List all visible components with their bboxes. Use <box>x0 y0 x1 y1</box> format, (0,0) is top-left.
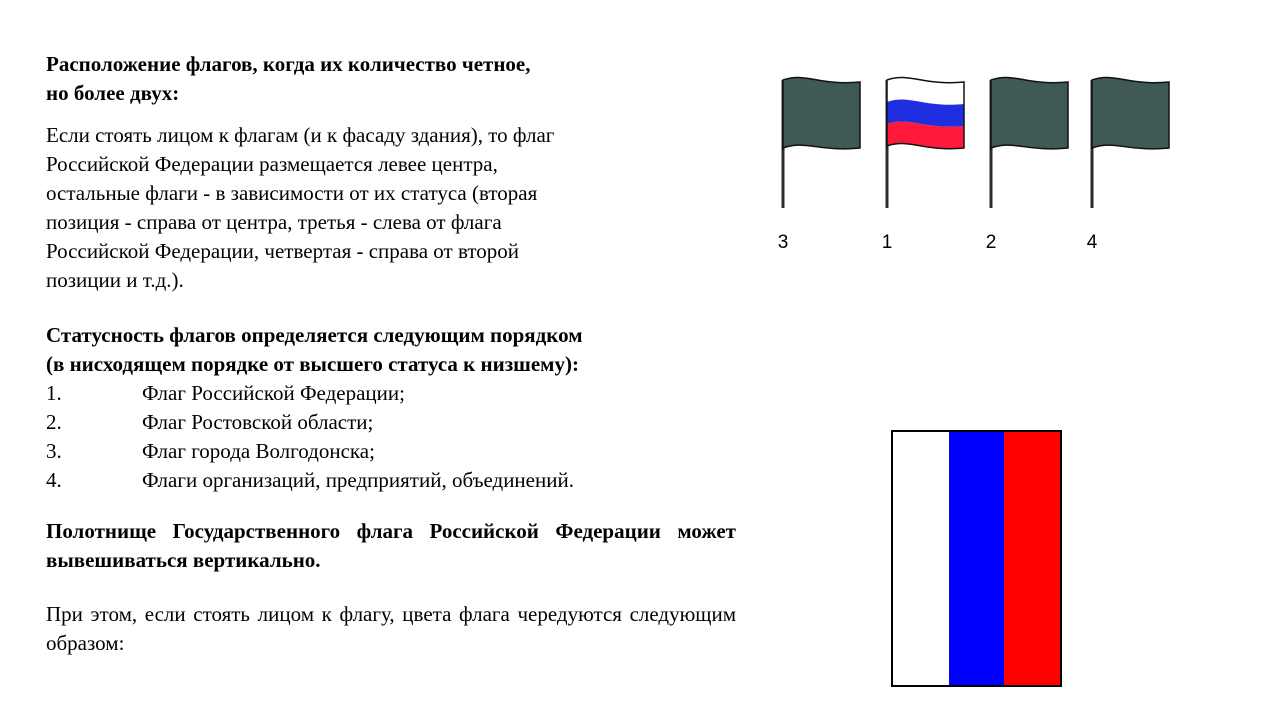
list-item-number: 4. <box>46 468 62 492</box>
heading-flag-status-line-2: (в нисходящем порядке от высшего статуса к низшему): <box>46 352 579 376</box>
position-label: 4 <box>1086 232 1098 253</box>
paragraph-line: позиция - справа от центра, третья - слева от флага <box>46 210 502 234</box>
flag-position-4 <box>1087 77 1169 253</box>
paragraph-line: Российской Федерации, четвертая - справа от второй <box>46 239 519 263</box>
vertical-russian-flag <box>891 430 1062 687</box>
heading-vertical-flag: Полотнище Государственного флага Российской Федерации может вывешиваться вертикально. <box>46 519 736 572</box>
position-label: 3 <box>777 232 789 253</box>
stripe-white <box>893 432 949 685</box>
position-label: 2 <box>985 232 997 253</box>
stripe-blue <box>949 432 1005 685</box>
paragraph-line: остальные флаги - в зависимости от их статуса (вторая <box>46 181 538 205</box>
list-item-number: 1. <box>46 381 62 405</box>
flag-position-1-russia <box>882 77 964 253</box>
position-label: 1 <box>881 232 893 253</box>
list-item <box>46 408 746 437</box>
heading-even-flags-line-2: но более двух: <box>46 81 180 105</box>
flag-position-2 <box>986 77 1068 253</box>
list-item <box>46 466 746 495</box>
list-item-text: Флаги организаций, предприятий, объединений. <box>142 468 574 492</box>
heading-even-flags <box>46 50 666 108</box>
paragraph-line: позиции и т.д.). <box>46 268 184 292</box>
stripe-red <box>1004 432 1060 685</box>
paragraph-line: Если стоять лицом к флагам (и к фасаду здания), то флаг <box>46 123 555 147</box>
list-item <box>46 379 746 408</box>
list-item-number: 3. <box>46 439 62 463</box>
flags-arrangement-figure <box>760 60 1200 270</box>
list-item-number: 2. <box>46 410 62 434</box>
flag-cloth <box>1092 77 1169 148</box>
flag-cloth <box>991 77 1068 148</box>
paragraph-flag-placement <box>46 121 686 295</box>
paragraph-vertical-colors: При этом, если стоять лицом к флагу, цвета флага чередуются следующим образом: <box>46 602 736 655</box>
list-item <box>46 437 746 466</box>
flags-arrangement-svg <box>760 60 1200 270</box>
status-order-list <box>46 379 746 495</box>
heading-flag-status-line-1: Статусность флагов определяется следующим порядком <box>46 323 583 347</box>
list-item-text: Флаг города Волгодонска; <box>142 439 375 463</box>
flag-position-3 <box>778 77 860 253</box>
paragraph-line: Российской Федерации размещается левее центра, <box>46 152 498 176</box>
list-item-text: Флаг Российской Федерации; <box>142 381 405 405</box>
list-item-text: Флаг Ростовской области; <box>142 410 374 434</box>
flag-cloth <box>783 77 860 148</box>
heading-flag-status <box>46 321 746 379</box>
heading-even-flags-line-1: Расположение флагов, когда их количество четное, <box>46 52 531 76</box>
